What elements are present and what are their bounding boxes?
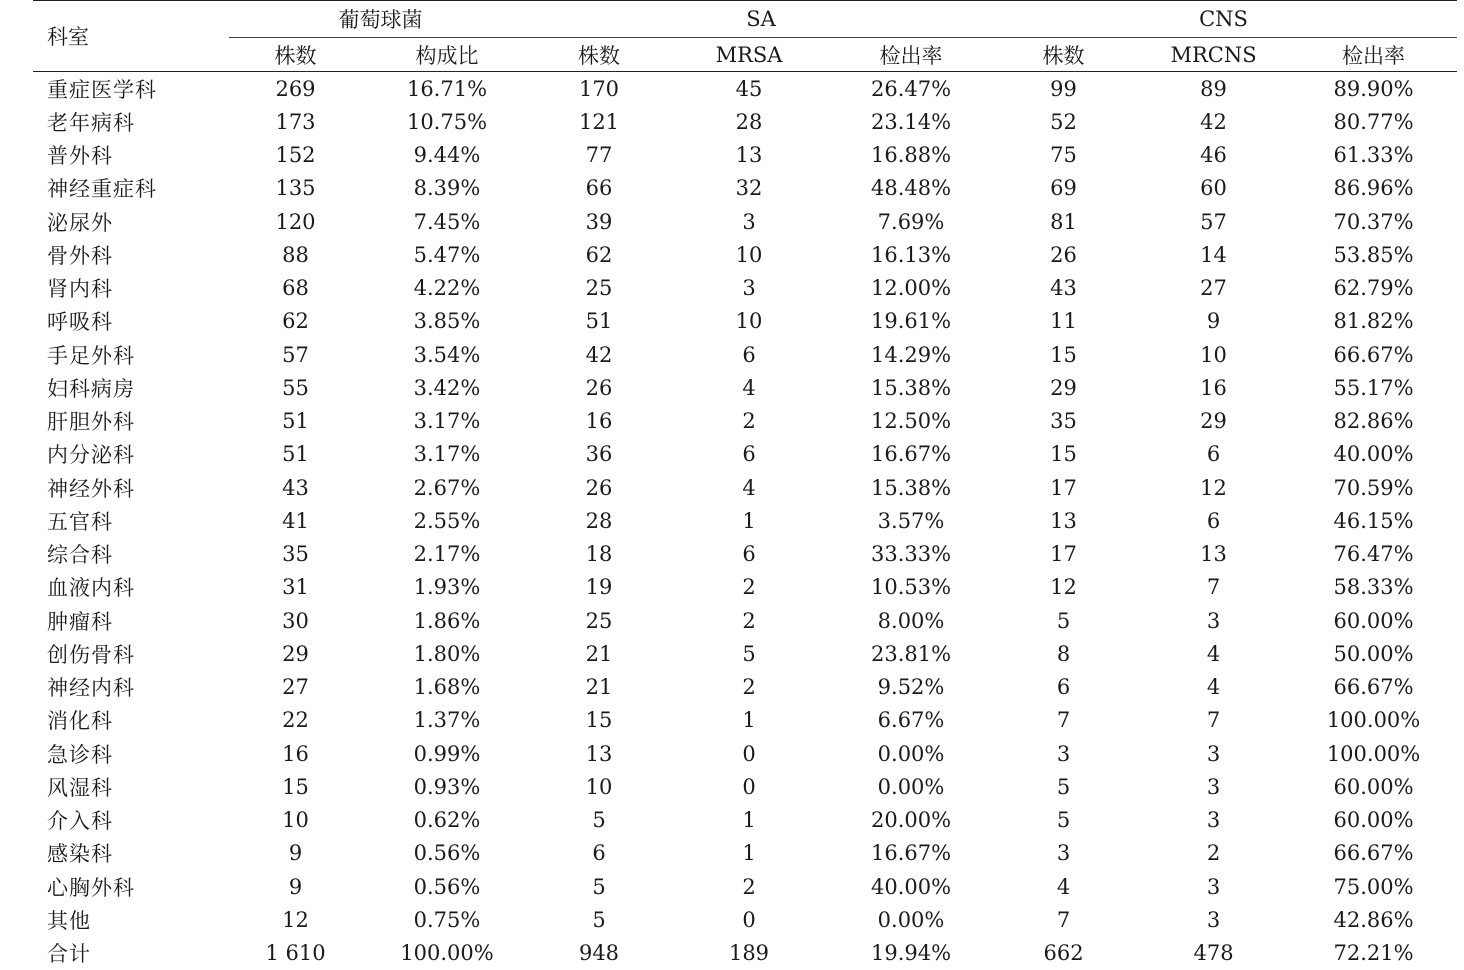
table-row [33, 205, 1457, 238]
cell-department: 创伤骨科 [47, 642, 135, 667]
cell-department: 急诊科 [47, 742, 113, 767]
cell-staph-count: 35 [282, 542, 309, 567]
cell-sa-rate: 7.69% [877, 209, 945, 234]
cell-sa-count: 66 [585, 176, 613, 201]
cell-cns-rate: 53.85% [1333, 242, 1414, 267]
cell-sa-rate: 15.38% [870, 375, 952, 400]
cell-staph-count: 62 [282, 309, 309, 334]
cell-sa-count: 25 [585, 608, 613, 633]
cell-cns-rate: 72.21% [1333, 941, 1414, 966]
table-row [33, 139, 1457, 172]
cell-cns-count: 3 [1056, 741, 1071, 766]
cell-sa-rate: 16.67% [870, 841, 952, 866]
header-cns-mrcns: MRCNS [1170, 42, 1257, 67]
cell-cns-rate: 80.77% [1333, 109, 1414, 134]
header-department: 科室 [47, 25, 89, 49]
cell-sa-count: 42 [585, 342, 613, 367]
cell-sa-count: 21 [585, 675, 613, 700]
staphylococcus-distribution-table [33, 0, 1457, 970]
cell-staph-ratio: 5.47% [413, 242, 481, 267]
table-row [33, 105, 1457, 138]
cell-staph-count: 41 [282, 508, 309, 533]
cell-sa-rate: 6.67% [877, 708, 945, 733]
cell-staph-ratio: 3.85% [413, 309, 481, 334]
cell-cns-count: 43 [1050, 276, 1077, 301]
cell-cns-mrcns: 42 [1200, 109, 1227, 134]
cell-department: 合计 [47, 942, 91, 967]
cell-cns-rate: 40.00% [1333, 442, 1414, 467]
cell-cns-count: 11 [1050, 309, 1077, 334]
cell-sa-rate: 12.50% [870, 409, 952, 434]
cell-cns-count: 7 [1056, 708, 1071, 733]
cell-sa-rate: 16.88% [870, 143, 952, 168]
cell-cns-count: 75 [1050, 143, 1077, 168]
cell-cns-rate: 82.86% [1333, 409, 1414, 434]
cell-cns-mrcns: 89 [1200, 76, 1227, 101]
cell-cns-count: 8 [1056, 641, 1071, 666]
cell-sa-count: 170 [578, 76, 620, 101]
cell-cns-rate: 60.00% [1333, 808, 1414, 833]
cell-staph-ratio: 1.93% [413, 575, 481, 600]
cell-cns-count: 4 [1056, 874, 1071, 899]
cell-department: 介入科 [47, 809, 113, 834]
cell-staph-count: 31 [282, 575, 309, 600]
cell-staph-ratio: 8.39% [413, 176, 481, 201]
cell-staph-ratio: 0.56% [413, 841, 481, 866]
cell-staph-ratio: 2.17% [413, 542, 481, 567]
cell-sa-mrsa: 2 [742, 575, 756, 600]
cell-cns-rate: 66.67% [1333, 841, 1414, 866]
table-row [33, 704, 1457, 737]
cell-sa-mrsa: 6 [742, 342, 756, 367]
cell-staph-count: 27 [282, 675, 309, 700]
header-sa-count: 株数 [578, 43, 620, 68]
cell-department: 泌尿外 [47, 210, 113, 235]
cell-sa-mrsa: 0 [742, 774, 756, 799]
cell-staph-ratio: 3.17% [413, 442, 481, 467]
cell-department: 内分泌科 [47, 443, 135, 468]
cell-cns-rate: 66.67% [1333, 342, 1414, 367]
cell-cns-rate: 61.33% [1333, 143, 1414, 168]
cell-sa-mrsa: 4 [742, 375, 756, 400]
cell-sa-count: 28 [585, 508, 613, 533]
cell-staph-ratio: 0.93% [413, 774, 481, 799]
cell-department: 普外科 [47, 144, 113, 169]
cell-cns-mrcns: 12 [1200, 475, 1227, 500]
cell-department: 血液内科 [47, 576, 135, 601]
cell-staph-count: 57 [282, 342, 309, 367]
cell-cns-mrcns: 3 [1206, 608, 1221, 633]
cell-staph-count: 43 [282, 475, 309, 500]
cell-sa-mrsa: 0 [742, 741, 756, 766]
cell-sa-rate: 23.81% [870, 641, 952, 666]
cell-sa-mrsa: 32 [735, 176, 763, 201]
cell-sa-count: 5 [592, 808, 606, 833]
cell-cns-rate: 60.00% [1333, 774, 1414, 799]
cell-staph-ratio: 0.75% [413, 907, 481, 932]
cell-sa-rate: 48.48% [870, 176, 952, 201]
cell-cns-rate: 81.82% [1333, 309, 1414, 334]
statistics-table-container [33, 0, 1457, 970]
cell-cns-count: 52 [1050, 109, 1077, 134]
cell-staph-count: 88 [282, 242, 309, 267]
cell-cns-rate: 50.00% [1333, 641, 1414, 666]
cell-sa-rate: 15.38% [870, 475, 952, 500]
cell-staph-count: 173 [275, 109, 316, 134]
cell-cns-count: 12 [1050, 575, 1077, 600]
cell-cns-count: 17 [1050, 542, 1077, 567]
cell-sa-mrsa: 1 [742, 508, 756, 533]
cell-cns-mrcns: 3 [1206, 741, 1221, 766]
cell-staph-count: 68 [282, 276, 309, 301]
cell-staph-count: 10 [282, 808, 309, 833]
cell-cns-mrcns: 7 [1206, 575, 1221, 600]
cell-staph-count: 16 [282, 741, 309, 766]
cell-staph-ratio: 4.22% [413, 276, 481, 301]
table-row [33, 471, 1457, 504]
cell-cns-mrcns: 4 [1206, 675, 1221, 700]
cell-sa-rate: 10.53% [870, 575, 952, 600]
table-row [33, 937, 1457, 970]
cell-cns-mrcns: 478 [1193, 941, 1234, 966]
cell-cns-mrcns: 13 [1200, 542, 1227, 567]
cell-sa-rate: 26.47% [870, 76, 952, 101]
table-row [33, 637, 1457, 670]
cell-cns-rate: 42.86% [1333, 907, 1414, 932]
cell-sa-mrsa: 5 [742, 641, 756, 666]
cell-staph-count: 135 [275, 176, 316, 201]
cell-sa-mrsa: 189 [728, 941, 770, 966]
table-row [33, 272, 1457, 305]
cell-sa-count: 26 [585, 375, 613, 400]
cell-cns-count: 7 [1056, 907, 1071, 932]
cell-cns-mrcns: 16 [1200, 375, 1227, 400]
cell-department: 风湿科 [47, 775, 113, 800]
cell-cns-rate: 55.17% [1333, 375, 1414, 400]
cell-sa-mrsa: 6 [742, 542, 756, 567]
table-row [33, 837, 1457, 870]
cell-sa-rate: 12.00% [870, 276, 952, 301]
table-body [33, 72, 1457, 970]
cell-sa-mrsa: 13 [735, 143, 763, 168]
cell-staph-ratio: 1.37% [413, 708, 481, 733]
cell-cns-count: 5 [1056, 774, 1071, 799]
cell-cns-count: 5 [1056, 608, 1071, 633]
cell-sa-mrsa: 10 [735, 309, 763, 334]
cell-cns-mrcns: 3 [1206, 907, 1221, 932]
cell-cns-count: 99 [1050, 76, 1077, 101]
header-row-columns [33, 38, 1457, 72]
cell-cns-count: 15 [1050, 342, 1077, 367]
cell-cns-rate: 60.00% [1333, 608, 1414, 633]
cell-sa-mrsa: 4 [742, 475, 756, 500]
cell-sa-count: 6 [592, 841, 606, 866]
cell-cns-mrcns: 4 [1206, 641, 1221, 666]
cell-sa-mrsa: 1 [742, 808, 756, 833]
cell-department: 神经外科 [47, 476, 135, 501]
cell-cns-count: 3 [1056, 841, 1071, 866]
cell-sa-count: 36 [585, 442, 613, 467]
cell-staph-ratio: 0.56% [413, 874, 481, 899]
header-group-staphylococcus: 葡萄球菌 [229, 1, 532, 38]
cell-cns-count: 81 [1050, 209, 1077, 234]
cell-sa-mrsa: 45 [735, 76, 763, 101]
header-group-cns: CNS [990, 1, 1457, 38]
header-row-groups [33, 1, 1457, 38]
cell-cns-mrcns: 7 [1206, 708, 1221, 733]
cell-department: 妇科病房 [47, 376, 135, 401]
cell-cns-count: 35 [1050, 409, 1077, 434]
cell-sa-mrsa: 28 [735, 109, 763, 134]
table-row [33, 671, 1457, 704]
cell-cns-mrcns: 9 [1206, 309, 1221, 334]
cell-sa-mrsa: 2 [742, 874, 756, 899]
table-row [33, 903, 1457, 936]
cell-sa-rate: 19.94% [870, 941, 952, 966]
cell-staph-ratio: 1.86% [413, 608, 481, 633]
table-row [33, 338, 1457, 371]
cell-sa-rate: 33.33% [870, 542, 952, 567]
cell-staph-ratio: 16.71% [406, 76, 488, 101]
cell-department: 肝胆外科 [47, 410, 135, 435]
cell-department: 老年病科 [47, 110, 135, 135]
cell-staph-count: 152 [275, 143, 316, 168]
cell-cns-rate: 86.96% [1333, 176, 1414, 201]
cell-cns-rate: 70.59% [1333, 475, 1414, 500]
cell-sa-rate: 40.00% [870, 874, 952, 899]
cell-department: 骨外科 [47, 243, 113, 268]
cell-sa-rate: 16.13% [870, 242, 952, 267]
header-staph-count: 株数 [274, 43, 317, 68]
cell-sa-count: 13 [585, 741, 613, 766]
cell-sa-rate: 0.00% [877, 741, 945, 766]
cell-cns-count: 69 [1050, 176, 1077, 201]
cell-staph-count: 1 610 [265, 941, 326, 966]
cell-sa-mrsa: 0 [742, 907, 756, 932]
table-row [33, 72, 1457, 106]
cell-cns-rate: 70.37% [1333, 209, 1414, 234]
cell-staph-count: 9 [288, 841, 303, 866]
cell-department: 重症医学科 [47, 77, 157, 102]
cell-cns-mrcns: 29 [1200, 409, 1227, 434]
cell-sa-count: 18 [585, 542, 613, 567]
cell-sa-count: 21 [585, 641, 613, 666]
table-row [33, 504, 1457, 537]
cell-staph-count: 269 [275, 76, 316, 101]
cell-cns-count: 662 [1043, 941, 1084, 966]
cell-sa-count: 121 [578, 109, 620, 134]
cell-cns-mrcns: 2 [1206, 841, 1221, 866]
cell-sa-mrsa: 2 [742, 675, 756, 700]
cell-cns-count: 26 [1050, 242, 1077, 267]
table-row [33, 870, 1457, 903]
cell-department: 消化科 [47, 709, 113, 734]
table-row [33, 770, 1457, 803]
cell-department: 神经内科 [47, 676, 135, 701]
cell-cns-rate: 46.15% [1333, 508, 1414, 533]
cell-sa-mrsa: 1 [742, 708, 756, 733]
cell-cns-mrcns: 27 [1200, 276, 1227, 301]
cell-department: 肿瘤科 [47, 609, 113, 634]
cell-staph-ratio: 7.45% [413, 209, 481, 234]
cell-cns-rate: 62.79% [1333, 276, 1414, 301]
cell-department: 心胸外科 [47, 875, 135, 900]
cell-cns-mrcns: 3 [1206, 808, 1221, 833]
cell-cns-count: 5 [1056, 808, 1071, 833]
table-row [33, 538, 1457, 571]
cell-sa-count: 5 [592, 874, 606, 899]
cell-department: 呼吸科 [47, 310, 113, 335]
cell-sa-rate: 0.00% [877, 907, 945, 932]
cell-staph-ratio: 0.99% [413, 741, 481, 766]
header-cns-count: 株数 [1042, 43, 1085, 68]
cell-staph-ratio: 3.17% [413, 409, 481, 434]
table-row [33, 804, 1457, 837]
cell-staph-count: 15 [282, 774, 309, 799]
table-row [33, 238, 1457, 271]
cell-staph-count: 22 [282, 708, 309, 733]
cell-department: 神经重症科 [47, 177, 157, 202]
cell-sa-rate: 9.52% [877, 675, 945, 700]
cell-department: 其他 [47, 908, 91, 933]
cell-staph-count: 12 [282, 907, 309, 932]
cell-cns-rate: 100.00% [1326, 741, 1421, 766]
cell-sa-count: 26 [585, 475, 613, 500]
table-row [33, 371, 1457, 404]
table-row [33, 604, 1457, 637]
cell-staph-ratio: 2.67% [413, 475, 481, 500]
cell-cns-rate: 89.90% [1333, 76, 1414, 101]
cell-cns-mrcns: 6 [1206, 508, 1221, 533]
header-cns-rate: 检出率 [1342, 43, 1406, 68]
cell-cns-rate: 100.00% [1326, 708, 1421, 733]
cell-staph-ratio: 2.55% [413, 508, 481, 533]
table-row [33, 571, 1457, 604]
cell-sa-count: 16 [585, 409, 613, 434]
cell-staph-count: 51 [282, 409, 309, 434]
cell-staph-ratio: 1.68% [413, 675, 481, 700]
cell-staph-count: 9 [288, 874, 303, 899]
cell-staph-ratio: 9.44% [413, 143, 481, 168]
cell-sa-count: 51 [585, 309, 613, 334]
cell-cns-mrcns: 3 [1206, 774, 1221, 799]
header-sa-rate: 检出率 [879, 43, 943, 68]
cell-cns-mrcns: 6 [1206, 442, 1221, 467]
header-staph-ratio: 构成比 [415, 43, 479, 68]
cell-department: 感染科 [47, 842, 113, 867]
cell-staph-count: 29 [282, 641, 309, 666]
cell-department: 综合科 [47, 543, 113, 568]
cell-cns-rate: 58.33% [1333, 575, 1414, 600]
cell-sa-count: 948 [578, 941, 620, 966]
cell-sa-mrsa: 3 [742, 276, 756, 301]
cell-department: 肾内科 [47, 277, 113, 302]
cell-sa-count: 10 [585, 774, 613, 799]
cell-staph-count: 30 [282, 608, 309, 633]
cell-cns-count: 29 [1050, 375, 1077, 400]
cell-sa-rate: 0.00% [877, 774, 945, 799]
cell-sa-rate: 3.57% [877, 508, 945, 533]
cell-staph-ratio: 0.62% [413, 808, 481, 833]
cell-sa-count: 19 [585, 575, 613, 600]
cell-cns-mrcns: 60 [1200, 176, 1227, 201]
cell-cns-count: 15 [1050, 442, 1077, 467]
cell-staph-ratio: 100.00% [400, 941, 494, 966]
cell-cns-count: 17 [1050, 475, 1077, 500]
cell-sa-mrsa: 1 [742, 841, 756, 866]
cell-sa-mrsa: 6 [742, 442, 756, 467]
cell-cns-count: 13 [1050, 508, 1077, 533]
cell-sa-mrsa: 2 [742, 608, 756, 633]
cell-staph-ratio: 3.54% [413, 342, 481, 367]
cell-cns-count: 6 [1056, 675, 1071, 700]
cell-sa-count: 5 [592, 907, 606, 932]
cell-sa-rate: 20.00% [870, 808, 952, 833]
cell-sa-count: 62 [585, 242, 613, 267]
cell-cns-mrcns: 14 [1200, 242, 1227, 267]
cell-sa-rate: 23.14% [870, 109, 952, 134]
cell-sa-rate: 16.67% [870, 442, 952, 467]
table-row [33, 438, 1457, 471]
cell-sa-rate: 14.29% [870, 342, 952, 367]
cell-sa-count: 77 [585, 143, 613, 168]
table-row [33, 737, 1457, 770]
cell-sa-count: 25 [585, 276, 613, 301]
cell-cns-rate: 76.47% [1333, 542, 1414, 567]
table-row [33, 405, 1457, 438]
table-row [33, 305, 1457, 338]
table-header [33, 1, 1457, 72]
cell-cns-rate: 75.00% [1333, 874, 1414, 899]
cell-staph-ratio: 1.80% [413, 641, 481, 666]
cell-cns-mrcns: 3 [1206, 874, 1221, 899]
table-row [33, 172, 1457, 205]
cell-staph-ratio: 3.42% [413, 375, 481, 400]
cell-cns-mrcns: 57 [1200, 209, 1227, 234]
cell-sa-mrsa: 3 [742, 209, 756, 234]
cell-sa-count: 15 [585, 708, 613, 733]
cell-sa-count: 39 [585, 209, 613, 234]
header-group-sa: SA [532, 1, 990, 38]
cell-cns-mrcns: 46 [1200, 143, 1227, 168]
cell-department: 手足外科 [47, 343, 135, 368]
cell-cns-mrcns: 10 [1200, 342, 1227, 367]
cell-sa-mrsa: 2 [742, 409, 756, 434]
cell-sa-rate: 8.00% [877, 608, 945, 633]
cell-staph-count: 55 [282, 375, 309, 400]
cell-staph-count: 51 [282, 442, 309, 467]
cell-department: 五官科 [47, 509, 113, 534]
header-sa-mrsa: MRSA [715, 42, 783, 67]
cell-staph-count: 120 [275, 209, 316, 234]
cell-sa-mrsa: 10 [735, 242, 763, 267]
cell-cns-rate: 66.67% [1333, 675, 1414, 700]
cell-staph-ratio: 10.75% [406, 109, 488, 134]
cell-sa-rate: 19.61% [870, 309, 952, 334]
